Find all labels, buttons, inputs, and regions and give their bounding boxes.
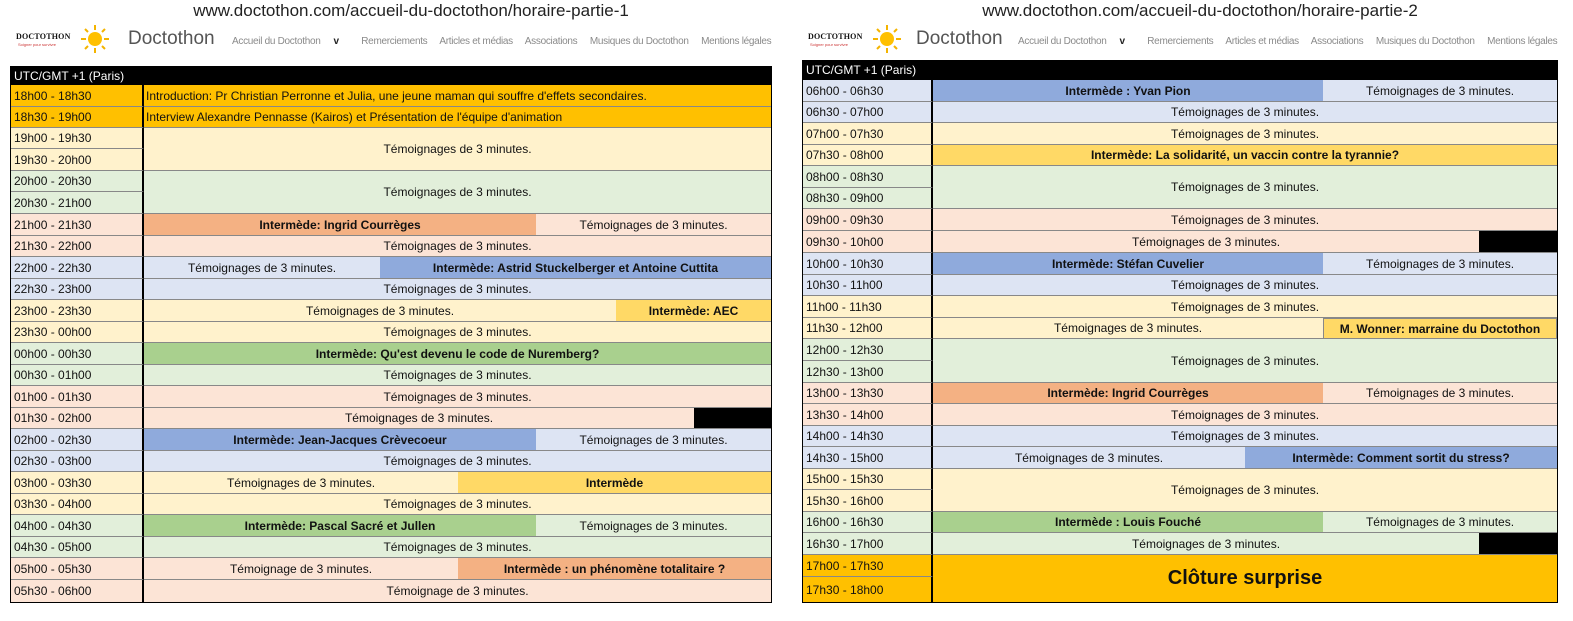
time-cell: 00h30 - 01h00 — [11, 365, 144, 386]
intermede-cell: Intermède: Ingrid Courrèges — [144, 214, 536, 236]
time-cell: 06h30 - 07h00 — [803, 102, 933, 123]
site-navbar — [10, 22, 772, 60]
schedule-cell: Témoignages de 3 minutes. — [144, 322, 771, 343]
nav-menu — [1018, 36, 1567, 47]
time-cell: 05h30 - 06h00 — [11, 580, 144, 603]
time-cell: 06h00 - 06h30 — [803, 80, 933, 102]
schedule-cell: Témoignages de 3 minutes. — [933, 296, 1557, 318]
schedule-panel-part-1 — [10, 0, 772, 598]
schedule-cell: Témoignages de 3 minutes. — [144, 300, 616, 322]
header-fill — [931, 60, 1557, 80]
schedule-panel-part-2 — [802, 0, 1558, 597]
time-cell: 20h00 - 20h30 — [11, 171, 144, 192]
schedule-cell: Témoignages de 3 minutes. — [933, 123, 1557, 145]
intermede-cell: Intermède: AEC — [616, 300, 771, 322]
page-url: www.doctothon.com/accueil-du-doctothon/horaire-partie-2 — [982, 1, 1418, 20]
nav-item-remerciements[interactable]: Remerciements — [361, 36, 428, 47]
time-cell: 18h30 - 19h00 — [11, 107, 144, 128]
schedule-cell: Témoignages de 3 minutes. — [1323, 253, 1557, 275]
time-cell: 04h30 - 05h00 — [11, 537, 144, 558]
schedule-cell: Témoignages de 3 minutes. — [144, 236, 771, 257]
schedule-cell: Témoignages de 3 minutes. — [933, 102, 1557, 123]
chevron-down-icon: v — [1119, 36, 1125, 47]
schedule-cell: Témoignages de 3 minutes. — [144, 537, 771, 558]
time-cell: 19h00 - 19h30 — [11, 128, 144, 149]
time-cell: 22h00 - 22h30 — [11, 257, 144, 279]
schedule-cell: Témoignages de 3 minutes. — [933, 339, 1557, 383]
time-cell: 11h30 - 12h00 — [803, 318, 933, 339]
nav-item-associations[interactable]: Associations — [524, 36, 578, 47]
time-cell: 09h00 - 09h30 — [803, 209, 933, 231]
doctothon-logo[interactable] — [808, 24, 908, 54]
schedule-cell: Témoignages de 3 minutes. — [144, 472, 458, 494]
logo-text: DOCTOTHON — [808, 32, 863, 41]
schedule-cell: Interview Alexandre Pennasse (Kairos) et Présentation de l'équipe d'animation — [144, 107, 771, 128]
logo-text: DOCTOTHON — [16, 32, 71, 41]
schedule-table — [10, 66, 772, 603]
time-cell: 04h00 - 04h30 — [11, 515, 144, 537]
time-cell: 00h00 - 00h30 — [11, 343, 144, 365]
intermede-cell: Intermède: Qu'est devenu le code de Nuremberg? — [144, 343, 771, 365]
intermede-cell: Intermède : Yvan Pion — [933, 80, 1323, 102]
time-cell: 07h00 - 07h30 — [803, 123, 933, 145]
time-cell: 15h30 - 16h00 — [803, 490, 933, 512]
intermede-cell: Intermède: La solidarité, un vaccin contre la tyrannie? — [933, 145, 1557, 166]
time-cell: 05h00 - 05h30 — [11, 558, 144, 580]
sun-icon — [80, 24, 110, 54]
brand-name[interactable]: Doctothon — [916, 28, 1003, 49]
schedule-cell: Témoignages de 3 minutes. — [144, 365, 771, 386]
time-cell: 14h30 - 15h00 — [803, 447, 933, 469]
time-cell: 19h30 - 20h00 — [11, 149, 144, 171]
schedule-cell: Témoignages de 3 minutes. — [933, 275, 1557, 296]
schedule-table — [802, 60, 1558, 603]
time-cell: 11h00 - 11h30 — [803, 296, 933, 318]
time-cell: 02h30 - 03h00 — [11, 451, 144, 472]
time-cell: 17h00 - 17h30 — [803, 555, 933, 577]
time-cell: 23h00 - 23h30 — [11, 300, 144, 322]
time-cell: 13h00 - 13h30 — [803, 383, 933, 404]
schedule-cell: Témoignages de 3 minutes. — [144, 494, 771, 515]
schedule-cell: Introduction: Pr Christian Perronne et Julia, une jeune maman qui souffre d'effets secondaires. — [144, 85, 771, 107]
closing-cell: Clôture surprise — [933, 555, 1557, 603]
time-cell: 21h30 - 22h00 — [11, 236, 144, 257]
time-cell: 01h30 - 02h00 — [11, 408, 144, 429]
intermede-cell: Intermède : Louis Fouché — [933, 512, 1323, 533]
schedule-cell: Témoignage de 3 minutes. — [144, 558, 458, 580]
schedule-cell: Témoignages de 3 minutes. — [144, 128, 771, 171]
nav-item-accueil[interactable]: Accueil du Doctothon v — [232, 36, 339, 47]
intermede-cell: Intermède: Ingrid Courrèges — [933, 383, 1323, 404]
time-cell: 03h30 - 04h00 — [11, 494, 144, 515]
nav-item-remerciements[interactable]: Remerciements — [1147, 36, 1214, 47]
schedule-cell: Témoignages de 3 minutes. — [933, 447, 1245, 469]
intermede-cell: Intermède — [458, 472, 771, 494]
nav-item-mentions[interactable]: Mentions légales — [701, 36, 772, 47]
time-cell: 08h30 - 09h00 — [803, 188, 933, 209]
schedule-cell: Témoignage de 3 minutes. — [144, 580, 771, 603]
logo-subtitle: Soigner pour survivre — [18, 42, 57, 47]
nav-menu — [232, 36, 781, 47]
chevron-down-icon: v — [333, 36, 339, 47]
time-cell: 07h30 - 08h00 — [803, 145, 933, 166]
schedule-cell: Témoignages de 3 minutes. — [933, 469, 1557, 512]
nav-item-associations[interactable]: Associations — [1310, 36, 1364, 47]
intermede-cell: Intermède: Comment sortit du stress? — [1245, 447, 1557, 469]
blank-slot — [1479, 231, 1557, 253]
time-cell: 12h30 - 13h00 — [803, 361, 933, 383]
time-cell: 12h00 - 12h30 — [803, 339, 933, 361]
time-cell: 18h00 - 18h30 — [11, 85, 144, 107]
time-cell: 10h00 - 10h30 — [803, 253, 933, 275]
schedule-cell: Témoignages de 3 minutes. — [1323, 383, 1557, 404]
intermede-cell: M. Wonner: marraine du Doctothon — [1323, 318, 1557, 339]
time-cell: 21h00 - 21h30 — [11, 214, 144, 236]
timezone-header: UTC/GMT +1 (Paris) — [803, 60, 931, 80]
schedule-cell: Témoignages de 3 minutes. — [933, 166, 1557, 209]
schedule-cell: Témoignages de 3 minutes. — [144, 451, 771, 472]
intermede-cell: Intermède : un phénomène totalitaire ? — [458, 558, 771, 580]
timezone-header: UTC/GMT +1 (Paris) — [11, 66, 771, 85]
schedule-cell: Témoignages de 3 minutes. — [536, 515, 771, 537]
time-cell: 10h30 - 11h00 — [803, 275, 933, 296]
nav-item-articles[interactable]: Articles et médias — [1225, 36, 1299, 47]
blank-slot — [1479, 533, 1557, 555]
schedule-cell: Témoignages de 3 minutes. — [144, 279, 771, 300]
schedule-cell: Témoignages de 3 minutes. — [933, 318, 1323, 339]
sun-icon — [872, 24, 902, 54]
intermede-cell: Intermède: Jean-Jacques Crèvecoeur — [144, 429, 536, 451]
schedule-cell: Témoignages de 3 minutes. — [933, 404, 1557, 426]
time-cell: 13h30 - 14h00 — [803, 404, 933, 426]
doctothon-logo[interactable] — [16, 24, 116, 54]
nav-item-mentions[interactable]: Mentions légales — [1487, 36, 1558, 47]
schedule-cell: Témoignages de 3 minutes. — [144, 171, 771, 214]
nav-item-accueil[interactable]: Accueil du Doctothon v — [1018, 36, 1125, 47]
nav-item-musiques[interactable]: Musiques du Doctothon — [1375, 36, 1475, 47]
time-cell: 16h00 - 16h30 — [803, 512, 933, 533]
time-cell: 14h00 - 14h30 — [803, 426, 933, 447]
logo-subtitle: Soigner pour survivre — [810, 42, 849, 47]
schedule-cell: Témoignages de 3 minutes. — [933, 209, 1557, 231]
brand-name[interactable]: Doctothon — [128, 28, 215, 49]
schedule-cell: Témoignages de 3 minutes. — [144, 408, 694, 429]
schedule-cell: Témoignages de 3 minutes. — [1323, 80, 1557, 102]
time-cell: 16h30 - 17h00 — [803, 533, 933, 555]
schedule-cell: Témoignages de 3 minutes. — [933, 426, 1557, 447]
time-cell: 08h00 - 08h30 — [803, 166, 933, 188]
time-cell: 23h30 - 00h00 — [11, 322, 144, 343]
schedule-cell: Témoignages de 3 minutes. — [144, 386, 771, 408]
time-cell: 01h00 - 01h30 — [11, 386, 144, 408]
time-cell: 20h30 - 21h00 — [11, 192, 144, 214]
time-cell: 03h00 - 03h30 — [11, 472, 144, 494]
schedule-cell: Témoignages de 3 minutes. — [144, 257, 380, 279]
schedule-cell: Témoignages de 3 minutes. — [1323, 512, 1557, 533]
time-cell: 17h30 - 18h00 — [803, 577, 933, 603]
intermede-cell: Intermède: Stéfan Cuvelier — [933, 253, 1323, 275]
intermede-cell: Intermède: Pascal Sacré et Jullen — [144, 515, 536, 537]
page-url: www.doctothon.com/accueil-du-doctothon/horaire-partie-1 — [193, 1, 629, 20]
nav-item-musiques[interactable]: Musiques du Doctothon — [589, 36, 689, 47]
schedule-cell: Témoignages de 3 minutes. — [536, 214, 771, 236]
site-navbar — [802, 22, 1558, 60]
time-cell: 22h30 - 23h00 — [11, 279, 144, 300]
time-cell: 02h00 - 02h30 — [11, 429, 144, 451]
schedule-cell: Témoignages de 3 minutes. — [536, 429, 771, 451]
intermede-cell: Intermède: Astrid Stuckelberger et Antoine Cuttita — [380, 257, 771, 279]
nav-item-articles[interactable]: Articles et médias — [439, 36, 513, 47]
schedule-cell: Témoignages de 3 minutes. — [933, 533, 1479, 555]
time-cell: 15h00 - 15h30 — [803, 469, 933, 490]
blank-slot — [694, 408, 771, 429]
time-cell: 09h30 - 10h00 — [803, 231, 933, 253]
schedule-cell: Témoignages de 3 minutes. — [933, 231, 1479, 253]
